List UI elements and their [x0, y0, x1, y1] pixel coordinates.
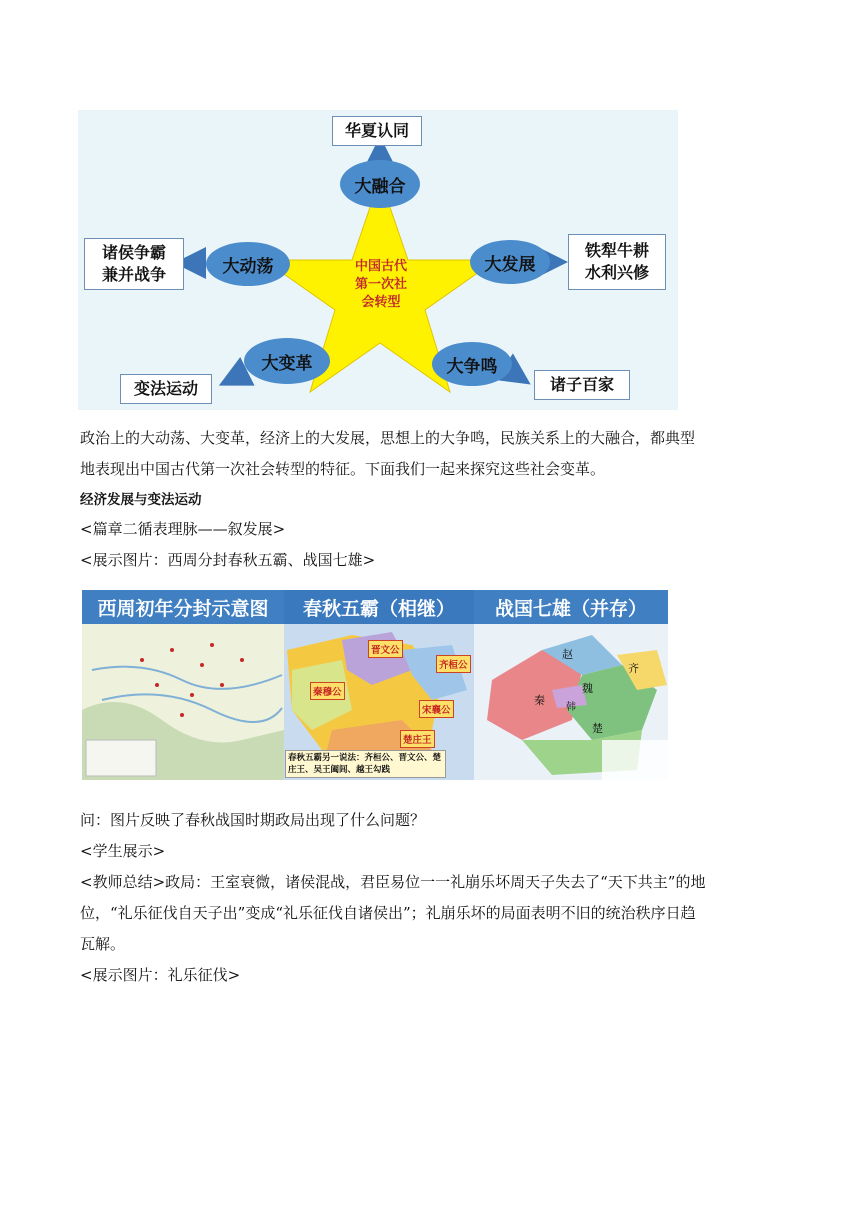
hegemony-box	[84, 238, 184, 290]
center-star-label	[341, 258, 421, 312]
hegemons-note: 春秋五霸另一说法：齐桓公、晋文公、楚庄王、吴王阖闾、越王勾践	[285, 750, 446, 778]
paragraph-line: 政治上的大动荡、大变革，经济上的大发展，思想上的大争鸣，民族关系上的大融合，都典型	[80, 429, 696, 447]
state-label: 齐	[628, 662, 639, 675]
show-image-line: <展示图片：西周分封春秋五霸、战国七雄>	[80, 551, 376, 569]
huaxia-box: 华夏认同	[332, 116, 422, 146]
map1-title: 西周初年分封示意图	[82, 590, 284, 624]
reform-ellipse: 大变革	[244, 338, 330, 384]
center-line-2: 第一次社	[354, 277, 407, 292]
tag-song: 宋襄公	[419, 700, 454, 718]
ironplow-line-1: 铁犁牛耕	[584, 241, 649, 260]
summary-line: 瓦解。	[80, 935, 126, 953]
state-label: 赵	[562, 648, 573, 661]
tag-qin: 秦穆公	[310, 682, 345, 700]
reform-box: 变法运动	[120, 374, 212, 404]
historical-maps-image	[82, 590, 668, 780]
state-label: 楚	[592, 722, 603, 735]
hegemony-line-2: 兼并战争	[101, 265, 166, 284]
center-line-1: 中国古代	[354, 259, 407, 274]
contention-ellipse: 大争鸣	[432, 342, 512, 386]
hegemony-line-1: 诸侯争霸	[101, 243, 166, 262]
ironplow-line-2: 水利兴修	[584, 263, 649, 282]
chapter-line: <篇章二循表理脉——叙发展>	[80, 520, 286, 538]
development-ellipse: 大发展	[470, 240, 550, 284]
student-line: <学生展示>	[80, 842, 166, 860]
section-heading: 经济发展与变法运动	[80, 492, 202, 508]
ironplow-box	[568, 234, 666, 290]
state-label: 秦	[534, 694, 545, 707]
turmoil-ellipse: 大动荡	[206, 242, 290, 286]
state-label: 韩	[566, 702, 576, 713]
state-label: 魏	[582, 682, 593, 695]
paragraph-line: 地表现出中国古代第一次社会转型的特征。下面我们一起来探究这些社会变革。	[80, 460, 606, 478]
summary-line: <教师总结>政局：王室衰微，诸侯混战，君臣易位一一礼崩乐坏周天子失去了“天下共主”的地	[80, 873, 706, 891]
tag-qi: 齐桓公	[436, 655, 471, 673]
transformation-diagram	[78, 110, 678, 410]
center-line-3: 会转型	[361, 295, 401, 310]
tag-chu: 楚庄王	[400, 730, 435, 748]
show-image-line: <展示图片：礼乐征伐>	[80, 966, 241, 984]
fusion-ellipse: 大融合	[340, 160, 420, 208]
hundred-schools-box: 诸子百家	[534, 370, 630, 400]
tag-jin: 晋文公	[368, 640, 403, 658]
summary-line: 位，“礼乐征伐自天子出”变成“礼乐征伐自诸侯出”；礼崩乐坏的局面表明不旧的统治秩序日趋	[80, 904, 696, 922]
question-line: 问：图片反映了春秋战国时期政局出现了什么问题？	[80, 811, 426, 829]
map2-title: 春秋五霸（相继）	[284, 590, 474, 624]
map3-title: 战国七雄（并存）	[474, 590, 668, 624]
